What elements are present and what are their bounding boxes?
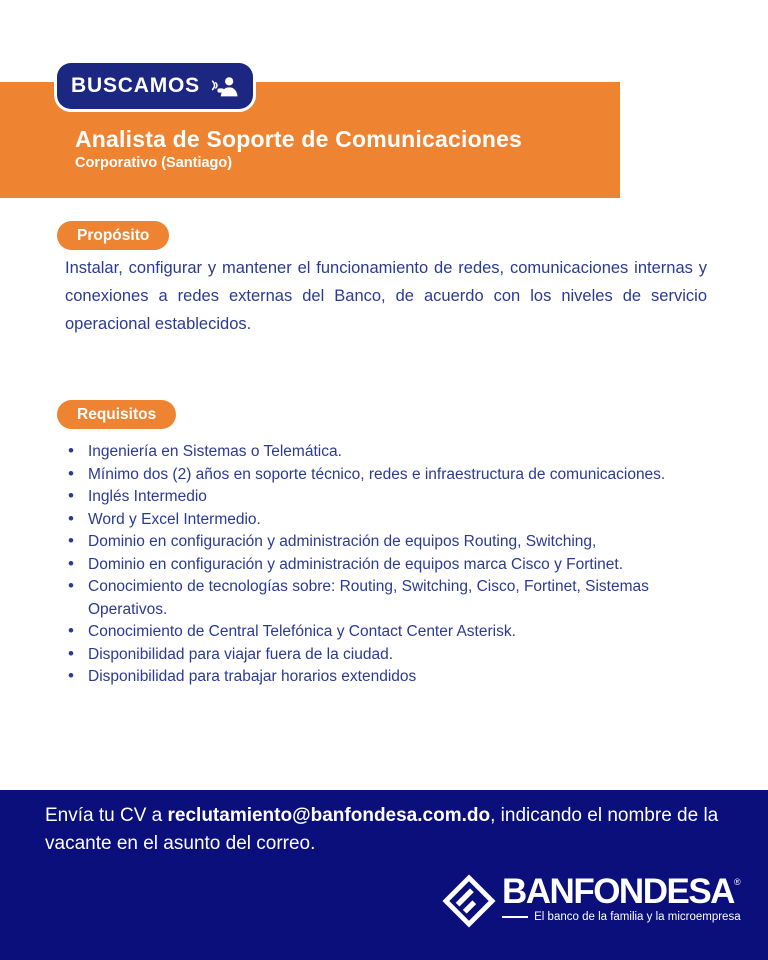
list-item: • Inglés Intermedio [66, 486, 726, 509]
buscamos-label: BUSCAMOS [71, 74, 200, 97]
requisitos-list [66, 441, 726, 689]
footer-band [0, 790, 768, 960]
job-title: Analista de Soporte de Comunicaciones [75, 126, 523, 152]
list-item: • Dominio en configuración y administración de equipos marca Cisco y Fortinet. [66, 554, 726, 577]
logo-wordmark: BANFONDESA [502, 872, 734, 911]
list-item: • Conocimiento de Central Telefónica y Contact Center Asterisk. [66, 621, 726, 644]
requisitos-label: Requisitos [77, 405, 157, 423]
recruitment-email: reclutamiento@banfondesa.com.do [167, 805, 491, 826]
proposito-text: Instalar, configurar y mantener el funcionamiento de redes, comunicaciones internas y conexiones a redes externas del Banco, de acuerdo con los niveles de servicio operacional establecidos. [65, 259, 707, 333]
list-item: • Word y Excel Intermedio. [66, 509, 726, 532]
buscamos-badge [57, 63, 253, 109]
list-item: • Ingeniería en Sistemas o Telemática. [66, 441, 726, 464]
logo-tagline: El banco de la familia y la microempresa [534, 911, 741, 923]
cv-text-suffix: , indicando el nombre de la vacante en el asunto del correo. [45, 805, 719, 854]
list-item: • Mínimo dos (2) años en soporte técnico, redes e infraestructura de comunicaciones. [66, 464, 726, 487]
diamond-logo-icon [442, 874, 496, 933]
tagline-rule [502, 916, 528, 918]
list-item: • Dominio en configuración y administración de equipos Routing, Switching, [66, 531, 726, 554]
cv-instructions [45, 802, 735, 858]
announcer-person-icon [209, 74, 239, 98]
logo-text-block [502, 874, 741, 923]
registered-mark: ® [733, 877, 741, 887]
cv-text-prefix: Envía tu CV a [45, 805, 168, 826]
proposito-label: Propósito [77, 226, 150, 244]
list-item: • Disponibilidad para trabajar horarios extendidos [66, 666, 726, 689]
list-item: • Disponibilidad para viajar fuera de la ciudad. [66, 644, 726, 667]
proposito-pill [57, 221, 169, 250]
banfondesa-logo [442, 874, 742, 933]
job-subtitle: Corporativo (Santiago) [75, 155, 233, 171]
list-item: • Conocimiento de tecnologías sobre: Routing, Switching, Cisco, Fortinet, Sistemas Operativos. [66, 576, 726, 621]
requisitos-pill [57, 400, 176, 429]
